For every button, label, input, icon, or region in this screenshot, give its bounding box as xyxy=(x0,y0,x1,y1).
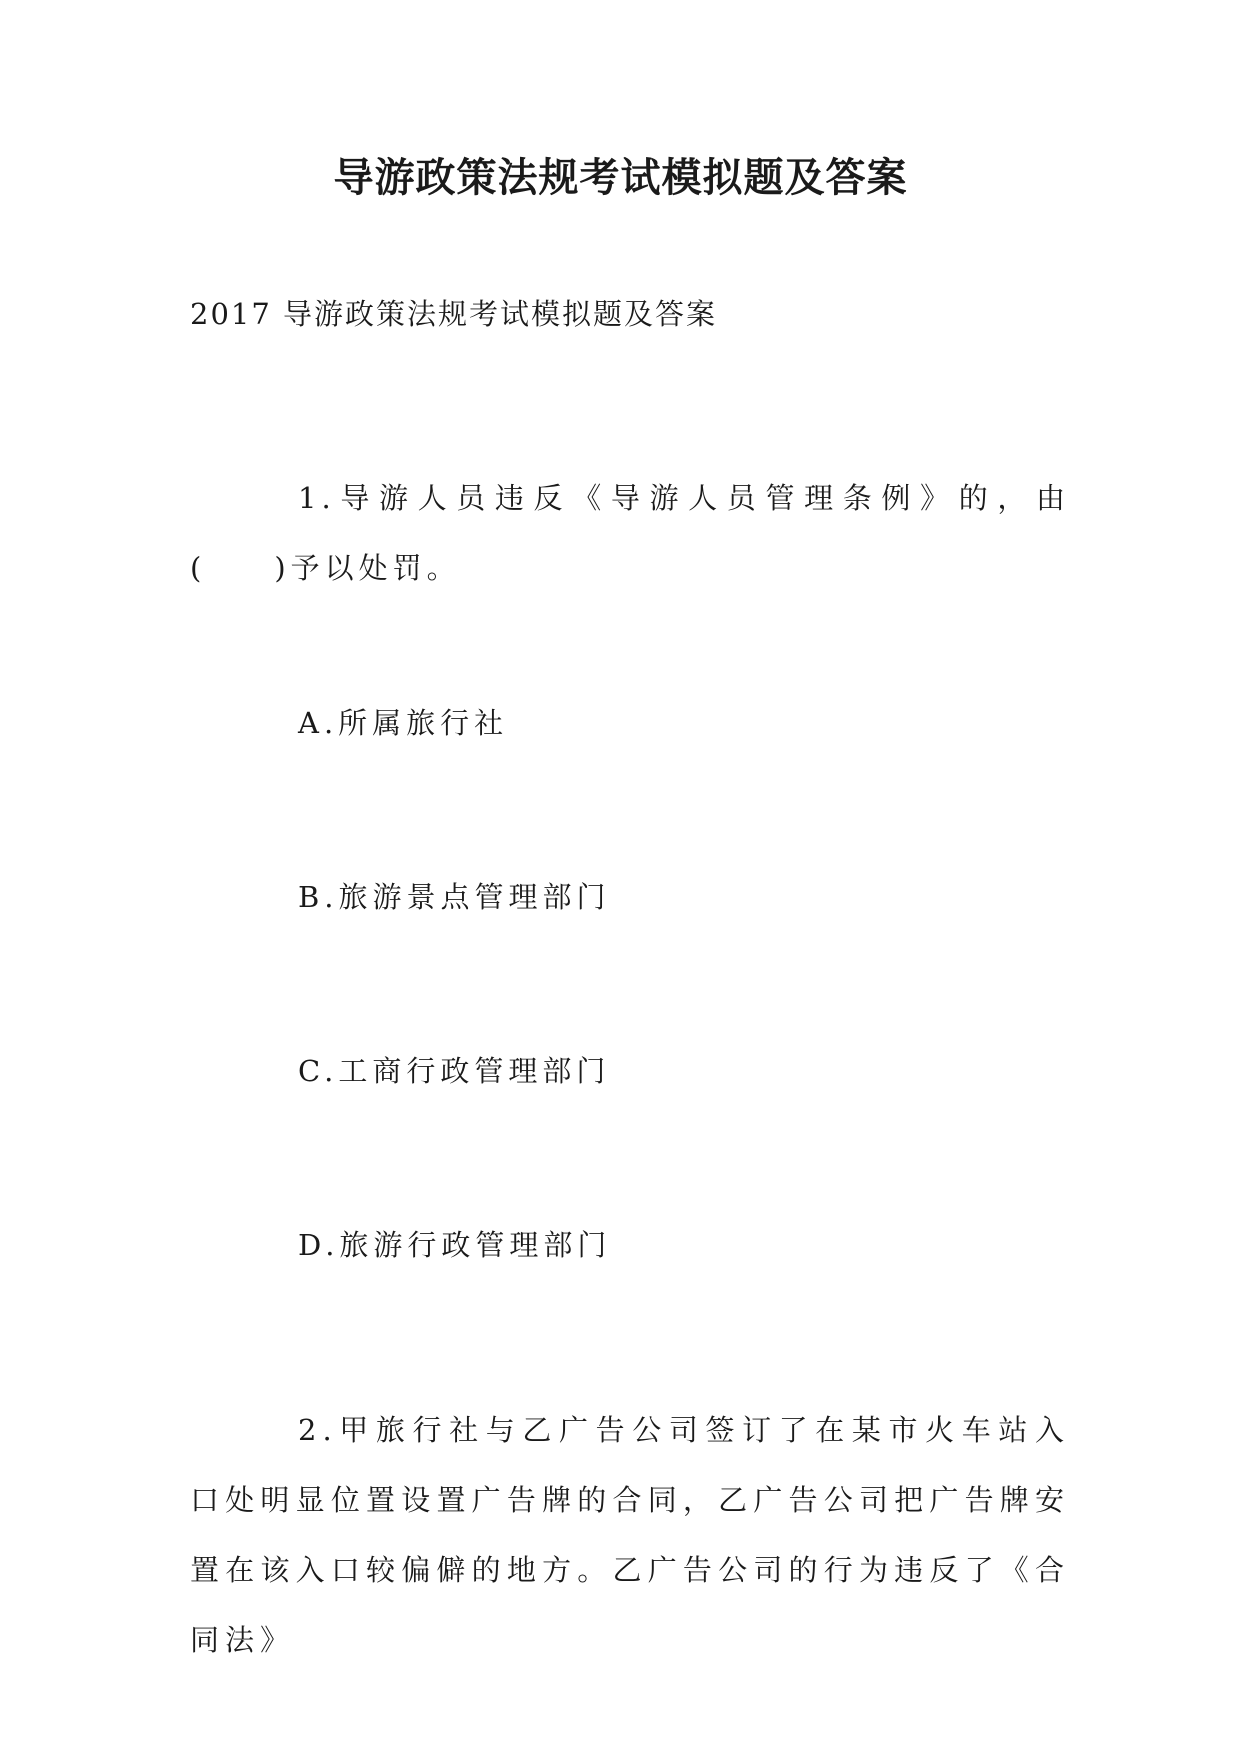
question-1-option-d: D.旅游行政管理部门 xyxy=(298,1228,612,1262)
document-title: 导游政策法规考试模拟题及答案 xyxy=(333,154,908,201)
document-subtitle: 2017 导游政策法规考试模拟题及答案 xyxy=(190,297,718,331)
question-1-option-c: C.工商行政管理部门 xyxy=(298,1054,611,1088)
question-1-text: 1.导游人员违反《导游人员管理条例》的，由( )予以处罚。 xyxy=(190,481,1070,585)
question-1-option-a: A.所属旅行社 xyxy=(298,706,509,740)
question-2-text: 2.甲旅行社与乙广告公司签订了在某市火车站入口处明显位置设置广告牌的合同，乙广告公司把广告牌安置在该入口较偏僻的地方。乙广告公司的行为违反了《合同法》 xyxy=(190,1413,1070,1657)
question-1-option-b: B.旅游景点管理部门 xyxy=(298,880,611,914)
